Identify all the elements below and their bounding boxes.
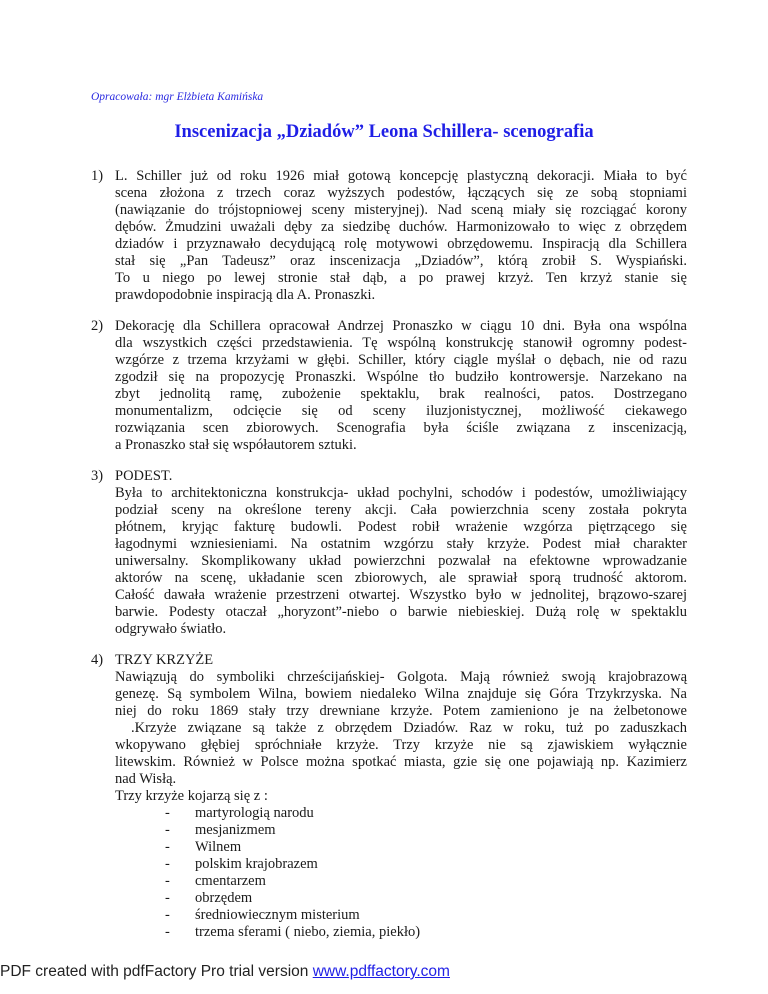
section-number: 4): [91, 652, 104, 668]
list-item-text: Wilnem: [195, 839, 242, 855]
paragraph-line: Dekorację dla Schillera opracował Andrzej Pronaszko w ciągu 10 dni. Była ona wspólna: [115, 318, 687, 334]
section-body: [115, 652, 687, 941]
paragraph-line: wzgórze z trzema krzyżami w głębi. Schiller, który ciągle myślał o dębach, nie od razu: [115, 352, 687, 368]
list-item-text: mesjanizmem: [195, 822, 276, 838]
paragraph-line: wkopywano głębiej spróchniałe krzyże. Trzy krzyże nie są zjawiskiem wyłącznie: [115, 737, 687, 753]
paragraph-line: aktorów na scenę, układanie scen zbiorowych, ale sprawiał sporą trudność aktorom.: [115, 570, 687, 586]
author-line: Opracowała: mgr Elżbieta Kamińska: [91, 91, 264, 103]
document-title: Inscenizacja „Dziadów” Leona Schillera- scenografia: [174, 122, 594, 142]
paragraph-line: a Pronaszko stał się współautorem sztuki.: [115, 437, 357, 453]
paragraph-line: dla wszystkich części przedstawienia. Tę wspólną konstrukcję stanowił ogromny podest-: [115, 335, 687, 351]
section-heading: PODEST.: [115, 468, 173, 484]
dash-bullet-icon: -: [165, 924, 170, 940]
paragraph-line: .Krzyże związane są także z obrzędem Dziadów. Raz w roku, tuż po zaduszkach: [131, 720, 687, 736]
paragraph-line: zbyt jednolitą ramę, zubożenie spektaklu, brak realności, patos. Dostrzegano: [115, 386, 687, 402]
paragraph-line: płótnem, kryjąc fakturę budowli. Podest robił wrażenie wzgórza piętrzącego się: [115, 519, 687, 535]
paragraph-line: dębów. Żmudzini uważali dęby za siedzibę duchów. Harmonizowało to więc z obrzędem: [115, 219, 687, 235]
paragraph-line: nad Wisłą.: [115, 771, 177, 787]
document-body: [91, 168, 687, 955]
list-item: [165, 839, 687, 856]
section-heading: TRZY KRZYŻE: [115, 652, 214, 668]
section-number: 3): [91, 468, 104, 484]
paragraph-line: stał się „Pan Tadeusz” oraz inscenizacja „Dziadów”, którą zrobił S. Wyspiański.: [115, 253, 687, 269]
section-body: [115, 168, 687, 304]
dash-bullet-icon: -: [165, 856, 170, 872]
paragraph-line: Była to architektoniczna konstrukcja- układ pochylni, schodów i podestów, umożliwiający: [115, 485, 687, 501]
paragraph-line: dziadów i przyznawało decydującą rolę motywowi obrzędowemu. Inspiracją dla Schillera: [115, 236, 687, 252]
list-item-text: cmentarzem: [195, 873, 266, 889]
paragraph-line: Nawiązują do symboliki chrześcijańskiej- Golgota. Mają również swoją krajobrazową: [115, 669, 687, 685]
dash-bullet-icon: -: [165, 822, 170, 838]
paragraph-line: To u niego po lewej stronie stał dąb, a po prawej krzyż. Ten krzyż stanie się: [115, 270, 687, 286]
list-item: [165, 822, 687, 839]
list-item-text: trzema sferami ( niebo, ziemia, piekło): [195, 924, 421, 940]
list-item-text: obrzędem: [195, 890, 253, 906]
list-item: [165, 856, 687, 873]
dash-bullet-icon: -: [165, 890, 170, 906]
paragraph-line: litewskim. Również w Polsce można spotkać miasta, gzie się one pojawiają np. Kazimierz: [115, 754, 687, 770]
section-number: 2): [91, 318, 104, 334]
paragraph-line: (nawiązanie do trójstopniowej sceny misteryjnej). Nad sceną miały się rozciągać korony: [115, 202, 687, 218]
list-item-text: polskim krajobrazem: [195, 856, 318, 872]
list-item-text: martyrologią narodu: [195, 805, 314, 821]
pdf-footer: [0, 962, 450, 982]
section-2: [91, 318, 687, 454]
dash-bullet-icon: -: [165, 805, 170, 821]
section-3: [91, 468, 687, 638]
paragraph-line: zgodził się na propozycję Pronaszki. Wspólne tło budziło kontrowersje. Narzekano na: [115, 369, 687, 385]
paragraph-line: prawdopodobnie inspiracją dla A. Pronaszki.: [115, 287, 376, 303]
section-1: [91, 168, 687, 304]
paragraph-line: barwie. Podesty otaczał „horyzont”-niebo o barwie niebieskiej. Dużą rolę w spektaklu: [115, 604, 687, 620]
paragraph-line: Całość dawała wrażenie przestrzeni otwartej. Wszystko było w jednolitej, brązowo-szarej: [115, 587, 687, 603]
section-body: [115, 318, 687, 454]
list-item: [165, 873, 687, 890]
paragraph-line: odgrywało światło.: [115, 621, 227, 637]
list-item-text: średniowiecznym misterium: [195, 907, 360, 923]
dash-bullet-icon: -: [165, 873, 170, 889]
paragraph-line: niej do roku 1869 stały trzy drewniane krzyże. Potem zamieniono je na żelbetonowe: [115, 703, 687, 719]
paragraph-line: monumentalizm, odcięcie się od sceny iluzjonistycznej, możliwość ciekawego: [115, 403, 687, 419]
paragraph-line: scena złożona z trzech coraz wyższych podestów, łączących się ze sobą stopniami: [115, 185, 687, 201]
paragraph-line: L. Schiller już od roku 1926 miał gotową koncepcję plastyczną dekoracji. Miała to być: [115, 168, 687, 184]
pdffactory-link[interactable]: www.pdffactory.com: [312, 963, 450, 980]
footer-text: PDF created with pdfFactory Pro trial version: [0, 963, 313, 980]
paragraph-line: genezę. Są symbolem Wilna, bowiem niedaleko Wilna znajduje się Góra Trzykrzyska. Na: [115, 686, 687, 702]
list-item: [165, 805, 687, 822]
dash-bullet-icon: -: [165, 839, 170, 855]
list-item: [165, 924, 687, 941]
section-4: [91, 652, 687, 941]
paragraph-line: łagodnymi wzniesieniami. Na ostatnim wzgórzu stały krzyże. Podest miał charakter: [115, 536, 687, 552]
paragraph-line: podział sceny na określone tereny akcji. Cała powierzchnia sceny została pokryta: [115, 502, 687, 518]
paragraph-line: uniwersalny. Skomplikowany układ powierzchni pozwalał na efektowne wprowadzanie: [115, 553, 687, 569]
list-intro: Trzy krzyże kojarzą się z :: [115, 788, 268, 804]
list-item: [165, 907, 687, 924]
paragraph-line: rozwiązania scen zbiorowych. Scenografia była ściśle związana z inscenizacją,: [115, 420, 687, 436]
section-number: 1): [91, 168, 104, 184]
section-body: [115, 468, 687, 638]
dash-bullet-icon: -: [165, 907, 170, 923]
list-item: [165, 890, 687, 907]
